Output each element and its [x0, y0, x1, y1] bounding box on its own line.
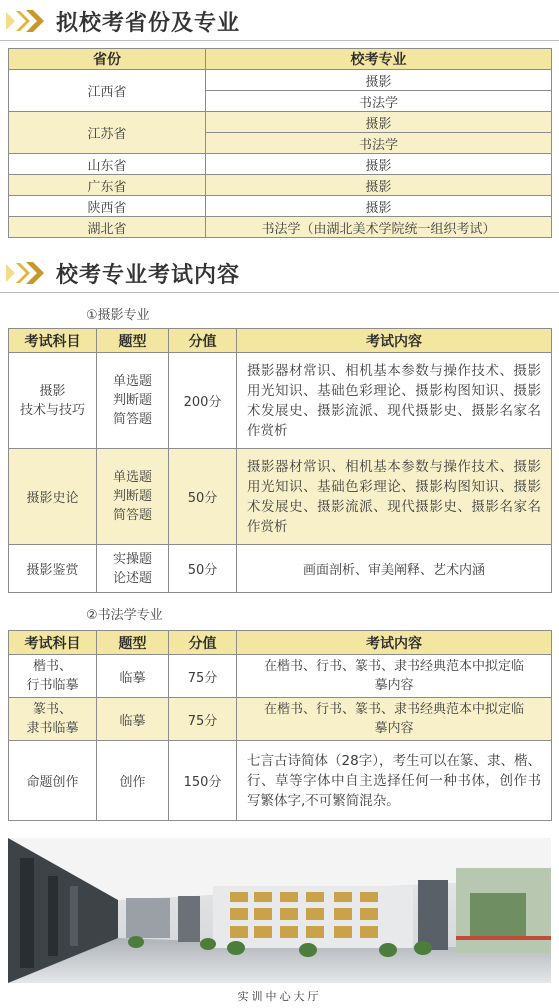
calligraphy-exam-table — [8, 630, 552, 821]
major-cell: 摄影 — [206, 112, 552, 133]
type-cell: 临摹 — [97, 698, 169, 741]
type-cell: 实操题 论述题 — [97, 545, 169, 593]
score-cell: 150分 — [169, 741, 237, 821]
major-cell: 书法学 — [206, 91, 552, 112]
subject-cell: 摄影鉴赏 — [9, 545, 97, 593]
major-cell: 摄影 — [206, 70, 552, 91]
header-score: 分值 — [169, 329, 237, 353]
content-cell: 七言古诗简体（28字），考生可以在篆、隶、楷、行、草等字体中自主选择任何一种书体，创作书写繁体字,不可繁简混杂。 — [237, 741, 552, 821]
subtitle-calligraphy: ②书法学专业 — [86, 608, 163, 623]
province-table — [8, 48, 552, 238]
subject-cell — [9, 353, 97, 449]
score-cell: 50分 — [169, 449, 237, 545]
photography-exam-table — [8, 328, 552, 593]
province-cell: 湖北省 — [9, 217, 206, 238]
content-cell: 摄影器材常识、相机基本参数与操作技术、摄影用光知识、基础色彩理论、摄影构图知识、摄影术发展史、摄影流派、现代摄影史、摄影名家名作赏析 — [237, 449, 552, 545]
major-cell: 摄影 — [206, 196, 552, 217]
major-cell: 摄影 — [206, 175, 552, 196]
photo-caption: 实训中心大厅 — [237, 990, 322, 1003]
major-cell: 书法学（由湖北美术学院统一组织考试） — [206, 217, 552, 238]
header-subject: 考试科目 — [9, 329, 97, 353]
province-cell: 广东省 — [9, 175, 206, 196]
header-province: 省份 — [9, 49, 206, 70]
type-cell: 单选题 判断题 简答题 — [97, 353, 169, 449]
header-type: 题型 — [97, 631, 169, 655]
subject-cell — [9, 655, 97, 698]
score-cell: 200分 — [169, 353, 237, 449]
header-type: 题型 — [97, 329, 169, 353]
section-title-exam-content — [6, 258, 240, 288]
subject-cell — [9, 698, 97, 741]
chevron-arrow-icon — [6, 262, 46, 284]
type-cell: 临摹 — [97, 655, 169, 698]
major-cell: 摄影 — [206, 154, 552, 175]
subject-text: 摄影 技术与技巧 — [19, 383, 85, 418]
header-major: 校考专业 — [206, 49, 552, 70]
divider — [0, 292, 559, 293]
content-cell: 在楷书、行书、篆书、隶书经典范本中拟定临摹内容 — [237, 698, 552, 741]
subject-cell: 命题创作 — [9, 741, 97, 821]
score-cell: 50分 — [169, 545, 237, 593]
content-cell: 画面剖析、审美阐释、艺术内涵 — [237, 545, 552, 593]
header-score: 分值 — [169, 631, 237, 655]
subtitle-photography: ①摄影专业 — [86, 308, 150, 323]
subject-text: 篆书、 隶书临摹 — [26, 702, 79, 736]
section-title-provinces — [6, 6, 240, 36]
section-title-text: 拟校考省份及专业 — [56, 10, 241, 36]
chevron-arrow-icon — [6, 10, 46, 32]
header-subject: 考试科目 — [9, 631, 97, 655]
subject-text: 楷书、 行书临摹 — [26, 659, 79, 693]
major-cell: 书法学 — [206, 133, 552, 154]
type-cell: 创作 — [97, 741, 169, 821]
divider — [0, 40, 559, 41]
province-cell: 江西省 — [9, 70, 206, 112]
header-content: 考试内容 — [237, 631, 552, 655]
type-cell: 单选题 判断题 简答题 — [97, 449, 169, 545]
content-cell: 在楷书、行书、篆书、隶书经典范本中拟定临摹内容 — [237, 655, 552, 698]
training-center-hall-photo — [8, 838, 551, 983]
province-cell: 江苏省 — [9, 112, 206, 154]
subject-cell: 摄影史论 — [9, 449, 97, 545]
province-cell: 山东省 — [9, 154, 206, 175]
content-cell: 摄影器材常识、相机基本参数与操作技术、摄影用光知识、基础色彩理论、摄影构图知识、摄影术发展史、摄影流派、现代摄影史、摄影名家名作赏析 — [237, 353, 552, 449]
header-content: 考试内容 — [237, 329, 552, 353]
score-cell: 75分 — [169, 655, 237, 698]
score-cell: 75分 — [169, 698, 237, 741]
province-cell: 陕西省 — [9, 196, 206, 217]
section-title-text: 校考专业考试内容 — [56, 262, 241, 288]
